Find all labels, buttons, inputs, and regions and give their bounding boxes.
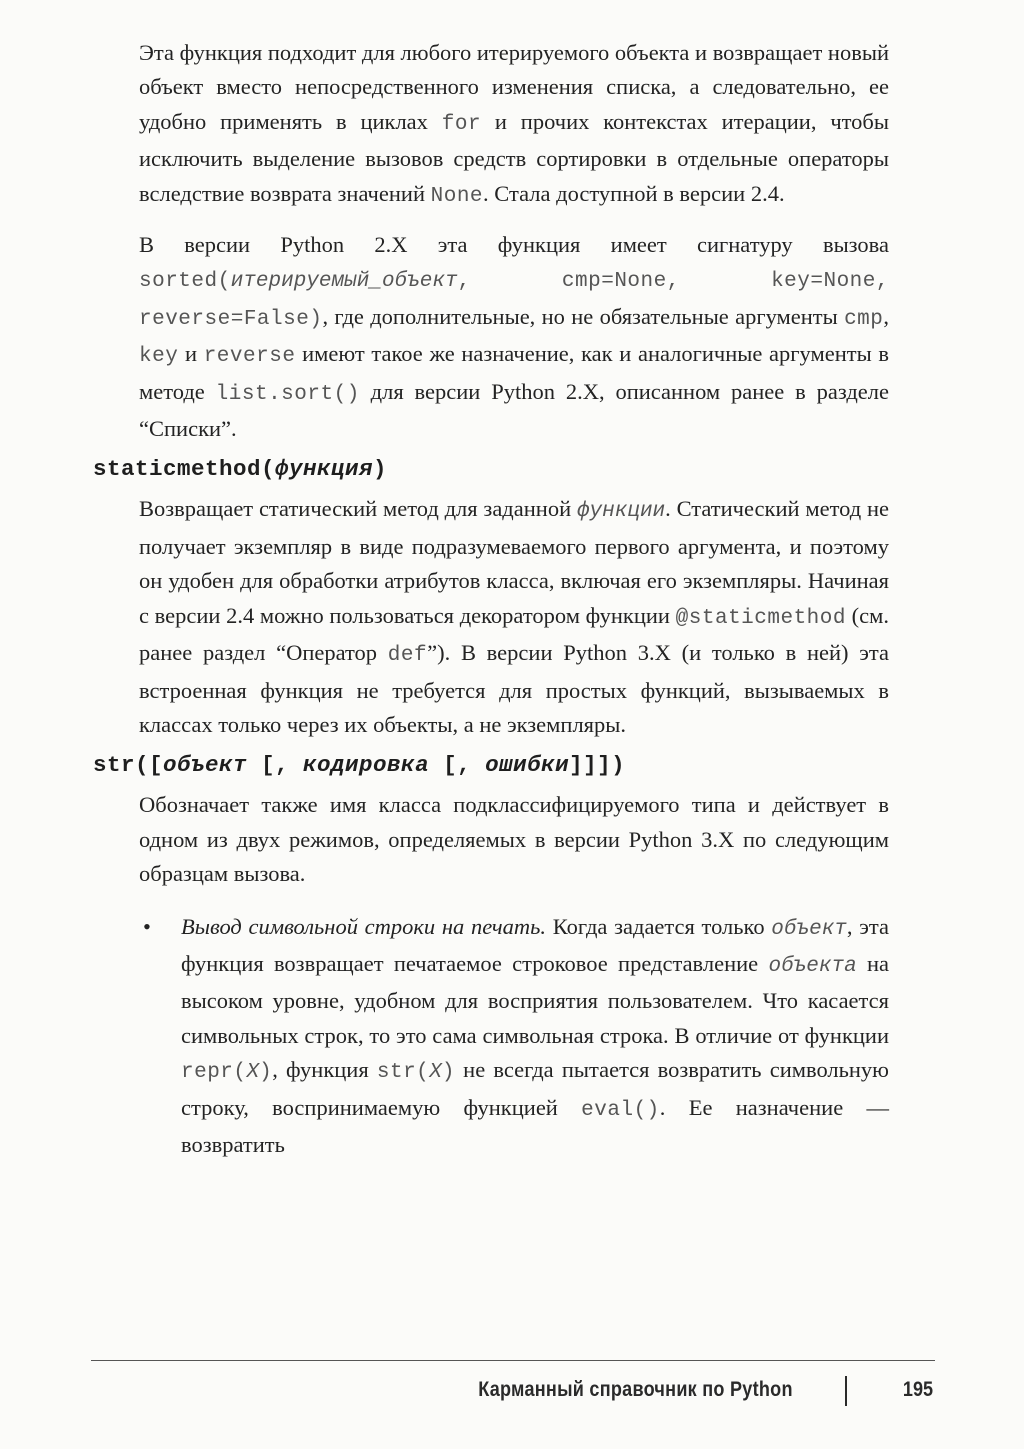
inline-code: eval() [581, 1098, 660, 1122]
text-run: Эта функция подходит для любого итерируемого объекта и возвращает новый объект вместо непосредственного изменения списка, а следовательно, ее удобно применять в циклах [139, 40, 889, 134]
inline-code: sorted( [139, 270, 231, 294]
text-run: . Ее назначение — возвратить [181, 1094, 889, 1157]
text-run: Возвращает статический метод для заданной [139, 496, 577, 522]
text-run: на высоком уровне, удобном для восприятия пользователем. Что касается символьных строк, то это сама символьная строка. В отличие от функции [181, 950, 890, 1048]
inline-code: list.sort() [215, 382, 360, 406]
str-paragraph [139, 788, 889, 891]
inline-code: итерируемый_объект [230, 270, 458, 294]
staticmethod-heading [93, 456, 935, 482]
page-footer [91, 1374, 935, 1414]
footer-separator [845, 1376, 847, 1406]
heading-code: ]]]) [569, 752, 626, 779]
staticmethod-heading-close: ) [373, 456, 388, 483]
book-title: Карманный справочник по Python [478, 1378, 793, 1401]
heading-param: ошибки [485, 752, 570, 779]
inline-code: key [139, 345, 179, 369]
list-item [139, 910, 889, 1163]
text-run: . Статический метод не получает экземпляр в виде подразумеваемого первого аргумента, и поэтому он удобен для обработки атрибутов класса, включая его экземпляры. Начиная с версии 2.4 можно пользоваться декоратором функции [139, 496, 889, 628]
heading-code: [, [247, 752, 304, 779]
text-run: для версии Python 2.X, описанном ранее в разделе “Списки”. [139, 378, 889, 442]
inline-code: объекта [768, 954, 857, 978]
inline-code: for [441, 112, 482, 136]
staticmethod-heading-code: staticmethod( [93, 456, 276, 483]
text-run: Обозначает также имя класса подклассифицируемого типа и действует в одном из двух режимов, определяемых в версии Python 3.X по следующим образцам вызова. [139, 792, 889, 887]
text-run: , где дополнительные, но не обязательные аргументы [322, 303, 845, 329]
text-run: , эта функция возвращает печатаемое строковое представление [181, 913, 889, 976]
sorted-paragraph-1 [139, 36, 889, 214]
sorted-paragraph-2 [139, 228, 889, 446]
inline-code: X [429, 1061, 442, 1085]
footer-divider [91, 1360, 935, 1361]
inline-code: ) [259, 1061, 273, 1085]
text-run: . Стала доступной в версии 2.4. [483, 180, 785, 206]
inline-code: str( [376, 1061, 430, 1085]
text-run: , [883, 303, 889, 329]
inline-code: ) [441, 1061, 456, 1085]
staticmethod-heading-param: функция [275, 456, 374, 483]
text-run: (см. ранее раздел “Оператор [139, 602, 890, 666]
heading-param: кодировка [303, 752, 430, 779]
inline-code: reverse [203, 345, 296, 369]
str-heading [93, 752, 935, 778]
inline-code: объект [771, 917, 847, 941]
inline-code: cmp [844, 307, 884, 331]
text-run: , функция [272, 1057, 377, 1083]
text-run: и [178, 341, 204, 367]
inline-code: X [246, 1061, 260, 1085]
text-run: и прочих контекстах итерации, чтобы исключить выделение вызовов средств сортировки в отдельные операторы вследствие возврата значений [139, 108, 889, 206]
text-column [93, 36, 935, 1162]
page-number: 195 [902, 1378, 933, 1401]
inline-code: @staticmethod [675, 606, 846, 630]
staticmethod-paragraph [139, 492, 889, 742]
text-run: Когда задается только [546, 913, 772, 939]
text-run: имеют такое же назначение, как и аналогичные аргументы в методе [139, 341, 889, 404]
text-run: не всегда пытается возвратить символьную строку, воспринимаемую функцией [181, 1057, 889, 1120]
inline-code: def [387, 644, 428, 668]
str-modes-list [139, 910, 889, 1163]
inline-code: функции [576, 500, 666, 524]
heading-code: str([ [93, 752, 164, 779]
bullet-text [181, 914, 889, 1157]
text-run: В версии Python 2.X эта функция имеет сигнатуру вызова [139, 232, 889, 258]
heading-code: [, [429, 752, 486, 779]
inline-code: repr( [181, 1061, 247, 1085]
text-run: ”). В версии Python 3.X (и только в ней) эта встроенная функция не требуется для простых функций, вызываемых в классах только через их объекты, а не экземпляры. [139, 640, 889, 737]
inline-code: , cmp=None, key=None, reverse=False) [139, 270, 889, 331]
heading-param: объект [163, 752, 248, 779]
inline-code: None [430, 184, 484, 208]
italic-run: Вывод символьной строки на печать. [181, 913, 547, 939]
bullet-icon: • [143, 913, 151, 939]
